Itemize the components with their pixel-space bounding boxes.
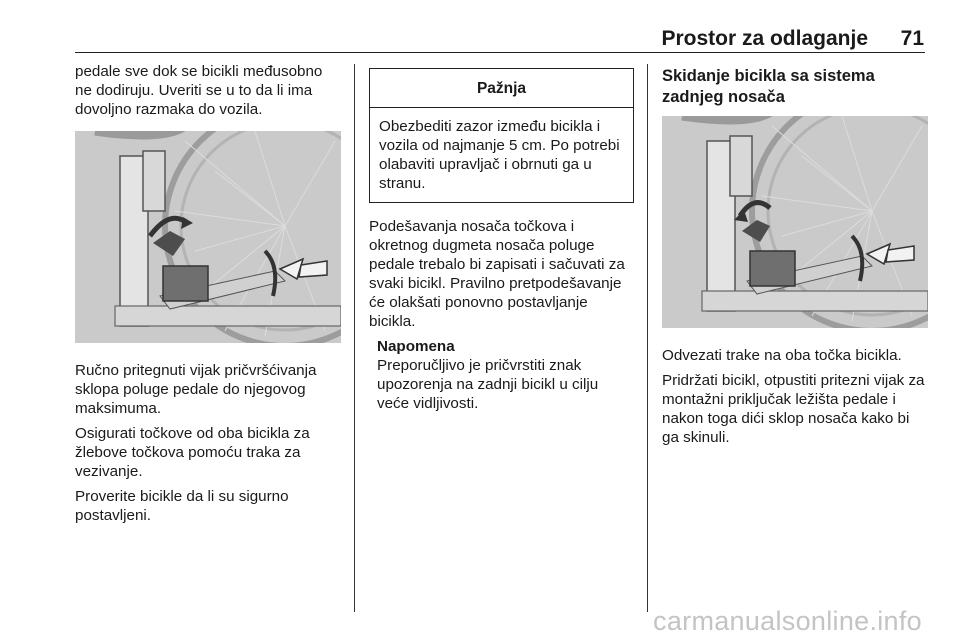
caution-box xyxy=(369,68,634,203)
column-divider-left xyxy=(354,64,355,612)
note-label: Napomena xyxy=(377,338,455,355)
paragraph: Proverite bicikle da li su sigurno postavljeni. xyxy=(75,488,289,524)
paragraph: Ručno pritegnuti vijak pričvršćivanja sklopa poluge pedale do njegovog maksimuma. xyxy=(75,362,317,417)
paragraph: Podešavanja nosača točkova i okretnog dugmeta nosača poluge pedale trebalo bi zapisati i sačuvati za svaki bicikl. Pravilno pretpodešavanje će olakšati ponovno postavljanje bicikla. xyxy=(369,218,625,330)
left-column xyxy=(75,62,341,531)
paragraph: Odvezati trake na oba točka bicikla. xyxy=(662,347,902,364)
paragraph: Pridržati bicikl, otpustiti pritezni vijak za montažni priključak ležišta pedale i nakon toga dići sklop nosača kako bi ga skinuli. xyxy=(662,372,925,446)
middle-column xyxy=(369,66,634,413)
note-block xyxy=(369,337,634,413)
column-divider-right xyxy=(647,64,648,612)
illustration-drawing xyxy=(75,131,341,343)
caution-title: Pažnja xyxy=(370,69,633,108)
paragraph: pedale sve dok se bicikli međusobno ne dodiruju. Uveriti se u to da li ima dovoljno razmaka do vozila. xyxy=(75,63,323,118)
paragraph: Osigurati točkove od oba bicikla za žlebove točkova pomoću traka za vezivanje. xyxy=(75,425,310,480)
bike-removal-illustration xyxy=(662,116,928,328)
section-heading: Skidanje bicikla sa sistema zadnjeg nosača xyxy=(662,67,875,106)
header-rule xyxy=(75,52,925,53)
bike-carrier-illustration xyxy=(75,131,341,343)
watermark: carmanualsonline.info xyxy=(653,606,922,636)
right-column xyxy=(662,62,928,453)
page-number: 71 xyxy=(900,27,924,50)
caution-text: Obezbediti zazor između bicikla i vozila od najmanje 5 cm. Po potrebi olabaviti upravljač i obrnuti ga u stranu. xyxy=(379,118,620,192)
illustration-drawing xyxy=(662,116,928,328)
note-text: Preporučljivo je pričvrstiti znak upozorenja na zadnji bicikl u cilju veće vidljivosti. xyxy=(377,357,599,412)
header-title: Prostor za odlaganje xyxy=(661,27,868,50)
